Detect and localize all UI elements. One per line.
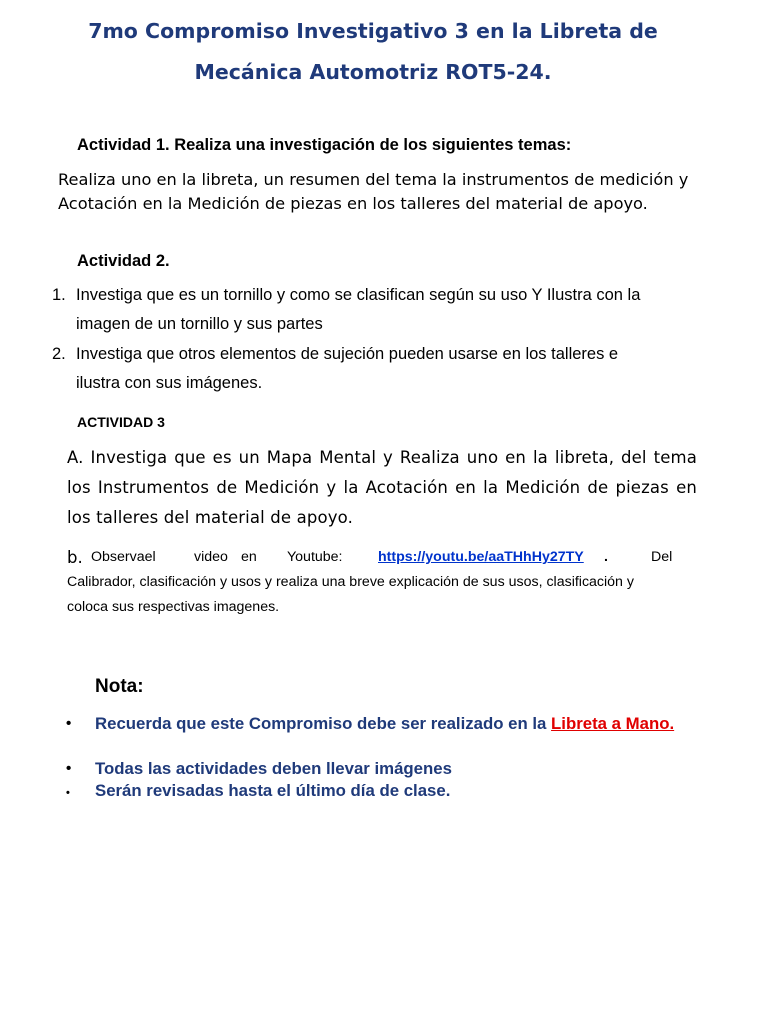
list-item-line-1: Investiga que es un tornillo y como se clasifican según su uso Y Ilustra con la: [76, 286, 641, 304]
nota-bullet: [66, 779, 686, 802]
b-word: Youtube:: [287, 549, 343, 565]
b-line-2: Calibrador, clasificación y usos y realiza una breve explicación de sus usos, clasificación y: [67, 574, 634, 590]
b-word: Observael: [91, 549, 156, 565]
youtube-link[interactable]: https://youtu.be/aaTHhHy27TY: [378, 549, 584, 565]
bullet-text: Serán revisadas hasta el último día de clase.: [95, 781, 451, 800]
document-title-line-2: Mecánica Automotriz ROT5-24.: [194, 60, 552, 84]
actividad-3-heading: ACTIVIDAD 3: [77, 414, 165, 430]
b-word: en: [241, 549, 257, 565]
bullet-text: Todas las actividades deben llevar imágenes: [95, 759, 452, 778]
nota-bullet: [66, 712, 686, 758]
list-item-line-2: ilustra con sus imágenes.: [76, 374, 263, 392]
list-item: [52, 340, 712, 398]
list-item-line-1: Investiga que otros elementos de sujeción pueden usarse en los talleres e: [76, 345, 619, 363]
bullet-icon: •: [66, 715, 72, 732]
b-period: .: [604, 549, 608, 565]
actividad-2-heading: Actividad 2.: [77, 252, 170, 270]
b-label: b.: [67, 548, 83, 567]
bullet-text: Recuerda que este Compromiso debe ser realizado en la: [95, 714, 552, 733]
b-word: Del: [651, 549, 673, 565]
nota-heading: Nota:: [95, 676, 144, 697]
nota-bullet: [66, 757, 686, 780]
b-line-3: coloca sus respectivas imagenes.: [67, 599, 280, 615]
b-word: video: [194, 549, 228, 565]
bullet-icon: •: [66, 787, 70, 799]
actividad-3-a-text: A. Investiga que es un Mapa Mental y Realiza uno en la libreta, del tema los Instrumentos de Medición y la Acotación en la Medición de piezas en los talleres del material de apoyo.: [67, 448, 697, 527]
bullet-highlight: Libreta a Mano.: [551, 714, 675, 733]
list-item: [52, 281, 712, 339]
actividad-1-text: Realiza uno en la libreta, un resumen del tema la instrumentos de medición y Acotación en la Medición de piezas en los talleres del material de apoyo.: [58, 170, 689, 213]
document-title-line-1: 7mo Compromiso Investigativo 3 en la Libreta de: [88, 19, 658, 43]
actividad-3-b-paragraph: [67, 545, 697, 620]
bullet-icon: •: [66, 760, 72, 777]
actividad-1-heading: Actividad 1. Realiza una investigación de los siguientes temas:: [77, 136, 572, 154]
list-number: 2.: [52, 345, 66, 363]
list-number: 1.: [52, 286, 66, 304]
list-item-line-2: imagen de un tornillo y sus partes: [76, 315, 323, 333]
